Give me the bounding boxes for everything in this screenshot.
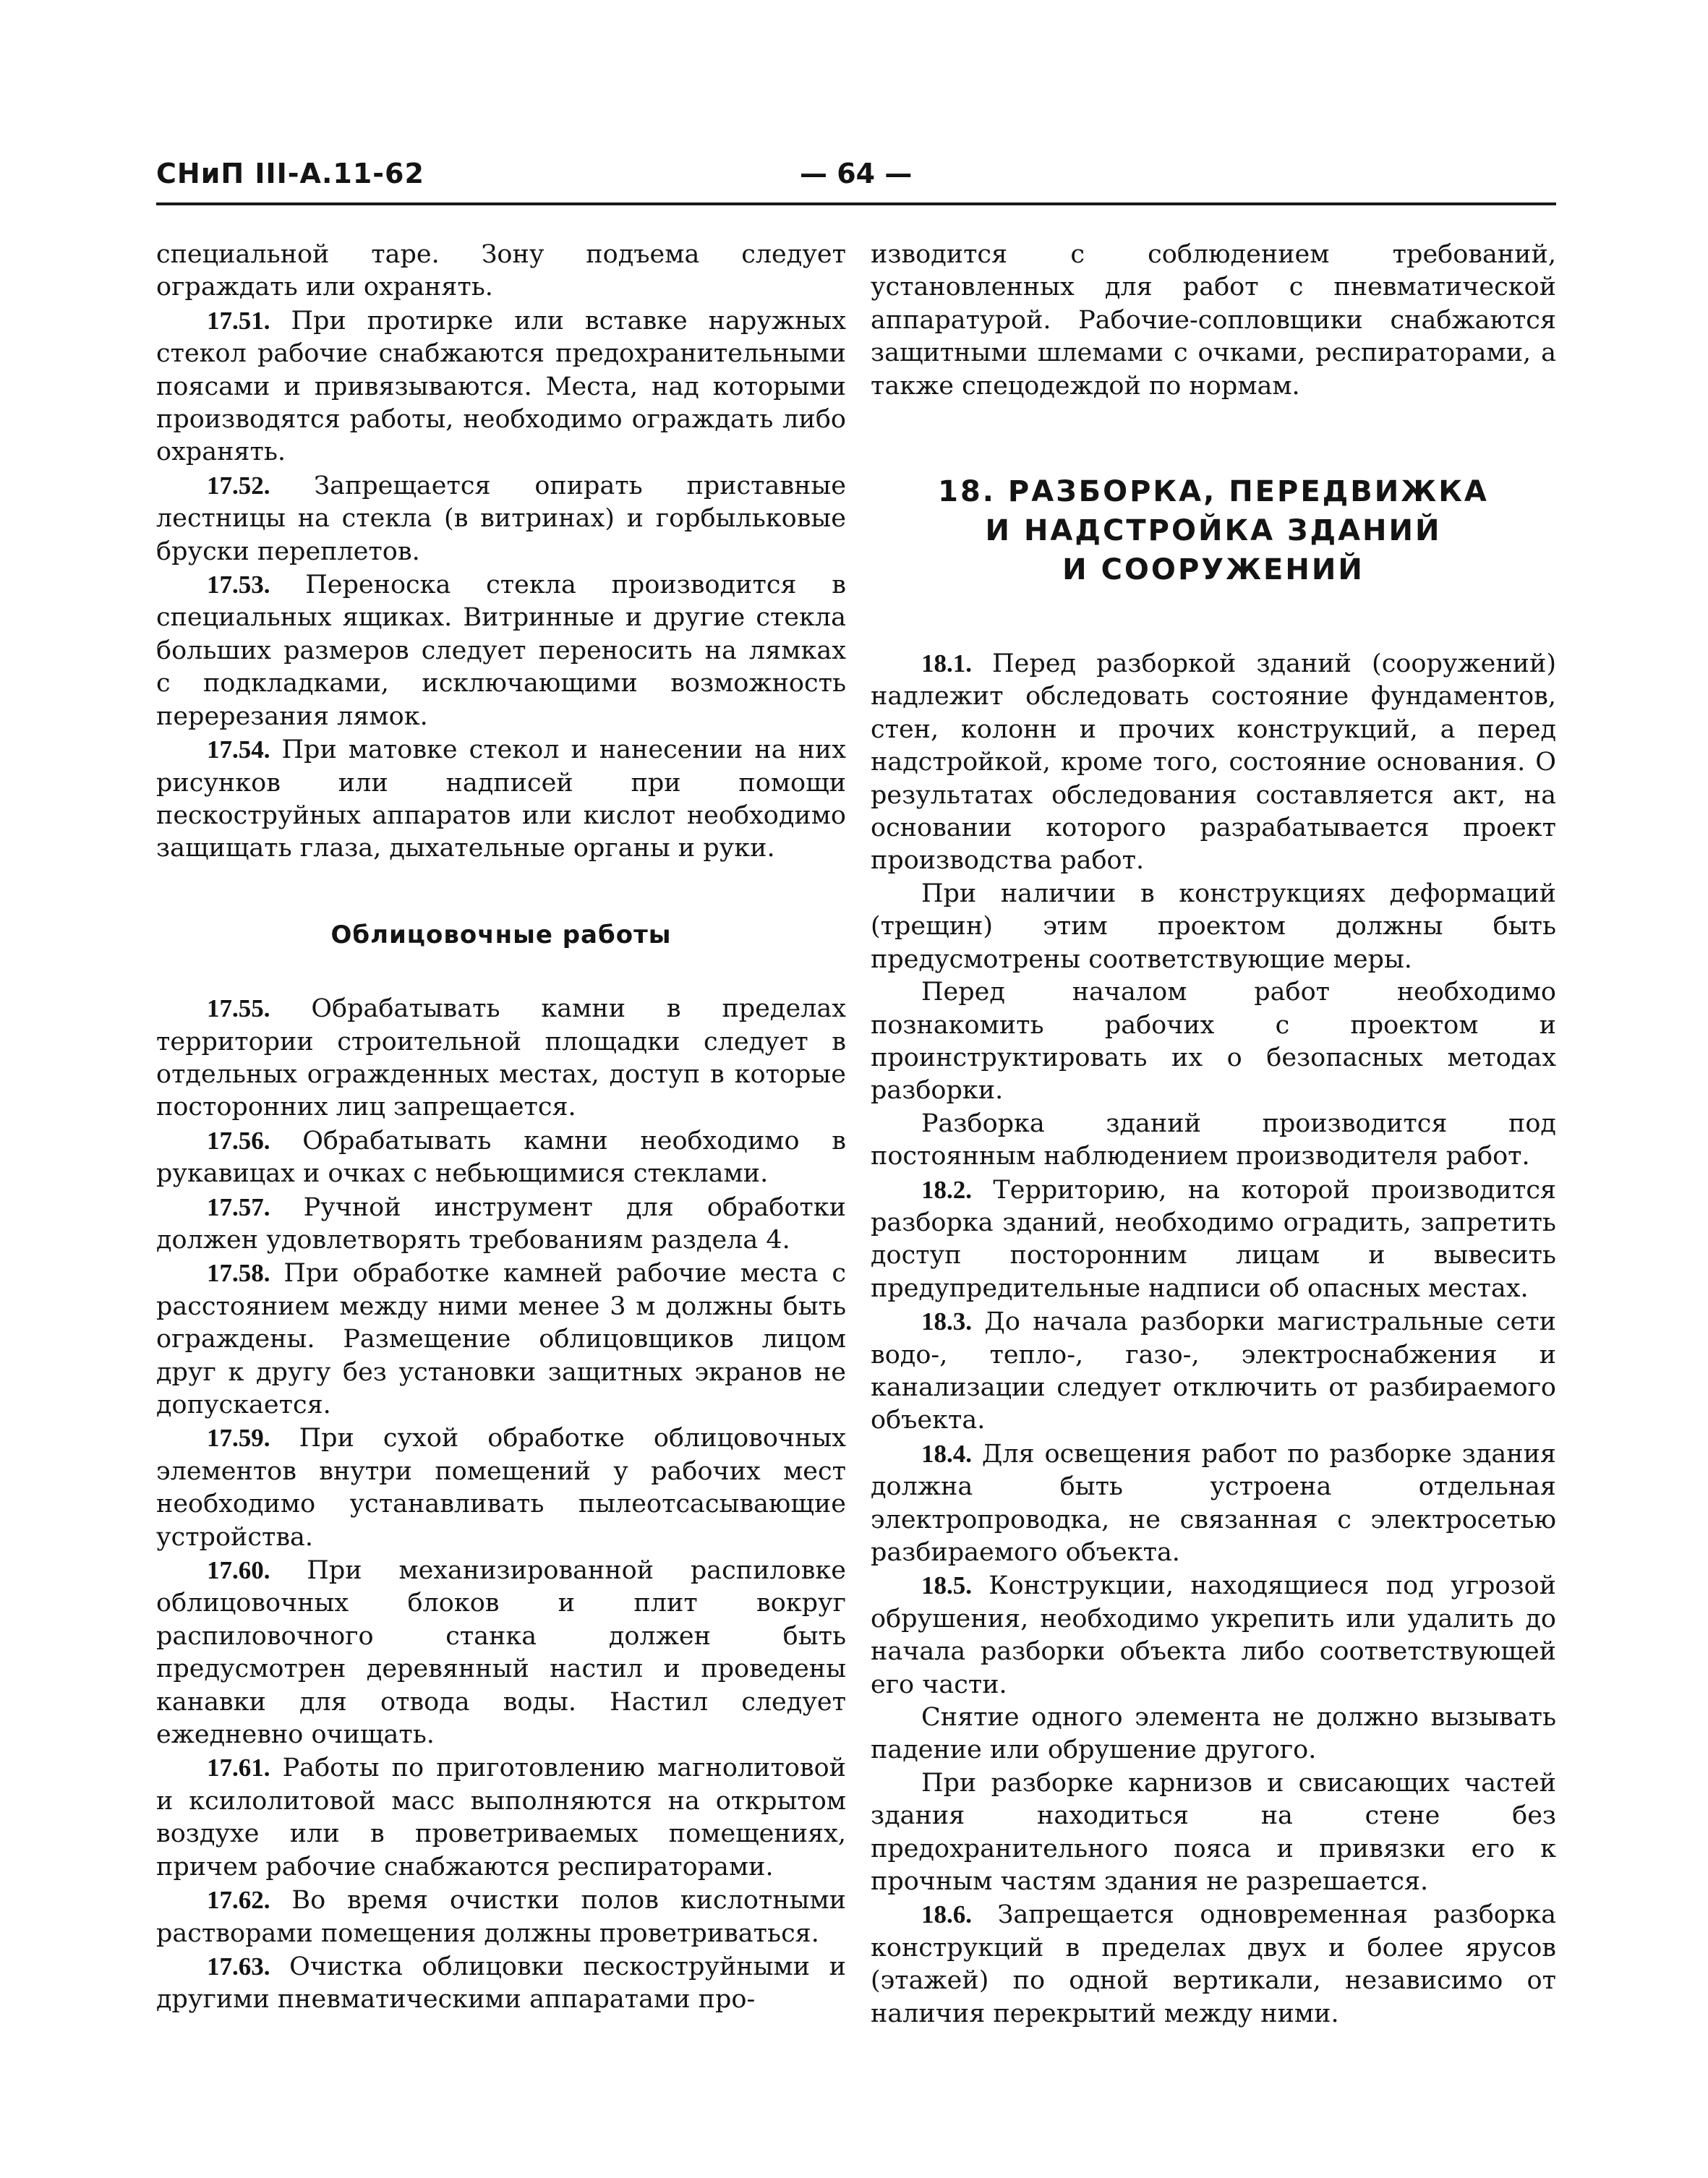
paragraph-17-60: [156, 1554, 846, 1751]
paragraph-18-4: [871, 1438, 1556, 1570]
clause-number: 17.59.: [207, 1424, 270, 1453]
paragraph-continuation: специальной таре. Зону подъема следует ограждать или охранять.: [156, 240, 846, 302]
clause-number: 17.62.: [207, 1886, 270, 1915]
clause-text: Обрабатывать камни в пределах территории строительной площадки следует в отдельных огражденных местах, доступ в которые посторонних лиц запрещается.: [156, 994, 846, 1122]
document-code: СНиП III-А.11-62: [156, 158, 424, 189]
clause-number: 17.58.: [207, 1259, 270, 1288]
paragraph-17-62: [156, 1884, 846, 1950]
paragraph-18-1: [871, 647, 1556, 878]
left-column: [156, 239, 846, 2017]
page-header: [156, 153, 1556, 198]
subsection-heading: Облицовочные работы: [330, 920, 672, 949]
clause-text: Перед разборкой зданий (сооружений) надлежит обследовать состояние фундаментов, стен, колонн и прочих конструкций, а перед надстройкой, кроме того, состояние основания. О результатах обследования составляется акт, на основании которого разрабатывается проект производства работ.: [871, 649, 1556, 876]
header-rule: [156, 202, 1556, 205]
clause-text: Переноска стекла производится в специальных ящиках. Витринные и другие стекла больших размеров следует переносить на лямках с подкладками, исключающими возможность перерезания лямок.: [156, 571, 846, 731]
clause-text: Работы по приготовлению магнолитовой и ксилолитовой масс выполняются на открытом воздухе или в проветриваемых помещениях, причем рабочие снабжаются респираторами.: [156, 1754, 846, 1882]
clause-number: 18.6.: [921, 1900, 972, 1929]
clause-text: Запрещается опирать приставные лестницы на стекла (в витринах) и горбыльковые бруски переплетов.: [156, 471, 846, 566]
clause-number: 17.52.: [207, 471, 270, 500]
clause-text: Конструкции, находящиеся под угрозой обрушения, необходимо укрепить или удалить до начала разборки объекта либо соответствующей его части.: [871, 1571, 1556, 1699]
paragraph-18-6: [871, 1898, 1556, 2030]
clause-text: При матовке стекол и нанесении на них рисунков или надписей при помощи пескоструйных аппаратов или кислот необходимо защищать глаза, дыхательные органы и руки.: [156, 735, 846, 863]
paragraph-18-5-b: Снятие одного элемента не должно вызывать падение или обрушение другого.: [871, 1703, 1556, 1765]
clause-text: Запрещается одновременная разборка конструкций в пределах двух и более ярусов (этажей) по одной вертикали, независимо от наличия перекрытий между ними.: [871, 1900, 1556, 2028]
clause-number: 17.55.: [207, 994, 270, 1023]
section-title-line: 18. РАЗБОРКА, ПЕРЕДВИЖКА: [938, 475, 1489, 509]
paragraph-17-52: [156, 469, 846, 568]
clause-text: При сухой обработке облицовочных элементов внутри помещений у рабочих мест необходимо устанавливать пылеотсасывающие устройства.: [156, 1424, 846, 1552]
clause-text: Очистка облицовки пескоструйными и другими пневматическими аппаратами про-: [156, 1952, 846, 2015]
clause-text: Территорию, на которой производится разборка зданий, необходимо оградить, запретить доступ посторонним лицам и вывесить предупредительные надписи об опасных местах.: [871, 1175, 1556, 1303]
right-column: [871, 239, 1556, 2030]
paragraph-17-54: [156, 733, 846, 866]
clause-number: 17.51.: [207, 306, 270, 335]
paragraph-17-63: [156, 1950, 846, 2017]
paragraph-18-1-b: При наличии в конструкциях деформаций (трещин) этим проектом должны быть предусмотрены соответствующие меры.: [871, 879, 1556, 974]
clause-number: 17.60.: [207, 1556, 270, 1585]
clause-number: 18.3.: [921, 1307, 972, 1336]
clause-number: 17.61.: [207, 1754, 270, 1782]
clause-number: 18.5.: [921, 1571, 972, 1600]
section-title: [871, 472, 1556, 589]
section-title-line: И СООРУЖЕНИЙ: [1062, 553, 1365, 587]
clause-text: Во время очистки полов кислотными растворами помещения должны проветриваться.: [156, 1886, 846, 1948]
clause-number: 18.1.: [921, 649, 972, 678]
section-title-line: И НАДСТРОЙКА ЗДАНИЙ: [985, 514, 1442, 548]
clause-text: При протирке или вставке наружных стекол рабочие снабжаются предохранительными поясами и привязываются. Места, над которыми производятся работы, необходимо ограждать либо охранять.: [156, 306, 846, 467]
clause-text: Для освещения работ по разборке здания должна быть устроена отдельная электропроводка, не связанная с электросетью разбираемого объекта.: [871, 1439, 1556, 1567]
clause-number: 17.56.: [207, 1126, 270, 1155]
clause-text: До начала разборки магистральные сети водо-, тепло-, газо-, электроснабжения и канализации следует отключить от разбираемого объекта.: [871, 1307, 1556, 1435]
paragraph-17-61: [156, 1751, 846, 1884]
clause-number: 18.2.: [921, 1175, 972, 1204]
paragraph-17-59: [156, 1422, 846, 1554]
paragraph-17-55: [156, 992, 846, 1124]
paragraph-17-56: [156, 1124, 846, 1191]
page-number: — 64 —: [800, 158, 913, 189]
clause-text: При механизированной распиловке облицовочных блоков и плит вокруг распиловочного станка должен быть предусмотрен деревянный настил и проведены канавки для отвода воды. Настил следует ежедневно очищать.: [156, 1556, 846, 1750]
paragraph-18-2: [871, 1174, 1556, 1306]
paragraph-18-1-d: Разборка зданий производится под постоянным наблюдением производителя работ.: [871, 1109, 1556, 1171]
paragraph-continuation: изводится с соблюдением требований, установленных для работ с пневматической аппаратурой. Рабочие-сопловщики снабжаются защитными шлемами с очками, респираторами, а также спецодеждой по нормам.: [871, 240, 1556, 401]
paragraph-17-58: [156, 1257, 846, 1422]
clause-text: Ручной инструмент для обработки должен удовлетворять требованиям раздела 4.: [156, 1192, 846, 1255]
paragraph-18-5-c: При разборке карнизов и свисающих частей здания находиться на стене без предохранительного пояса и привязки его к прочным частям здания не разрешается.: [871, 1768, 1556, 1897]
paragraph-17-53: [156, 568, 846, 733]
clause-number: 17.53.: [207, 571, 270, 599]
clause-text: При обработке камней рабочие места с расстоянием между ними менее 3 м должны быть ограждены. Размещение облицовщиков лицом друг к другу без установки защитных экранов не допускается.: [156, 1259, 846, 1419]
clause-number: 18.4.: [921, 1439, 972, 1468]
paragraph-18-1-c: Перед началом работ необходимо познакомить рабочих с проектом и проинструктировать их о безопасных методах разборки.: [871, 978, 1556, 1106]
clause-text: Обрабатывать камни необходимо в рукавицах и очках с небьющимися стеклами.: [156, 1126, 846, 1189]
paragraph-18-5: [871, 1569, 1556, 1701]
paragraph-17-57: [156, 1191, 846, 1257]
clause-number: 17.54.: [207, 735, 270, 764]
clause-number: 17.63.: [207, 1952, 270, 1981]
paragraph-17-51: [156, 304, 846, 469]
paragraph-18-3: [871, 1305, 1556, 1438]
clause-number: 17.57.: [207, 1192, 270, 1221]
